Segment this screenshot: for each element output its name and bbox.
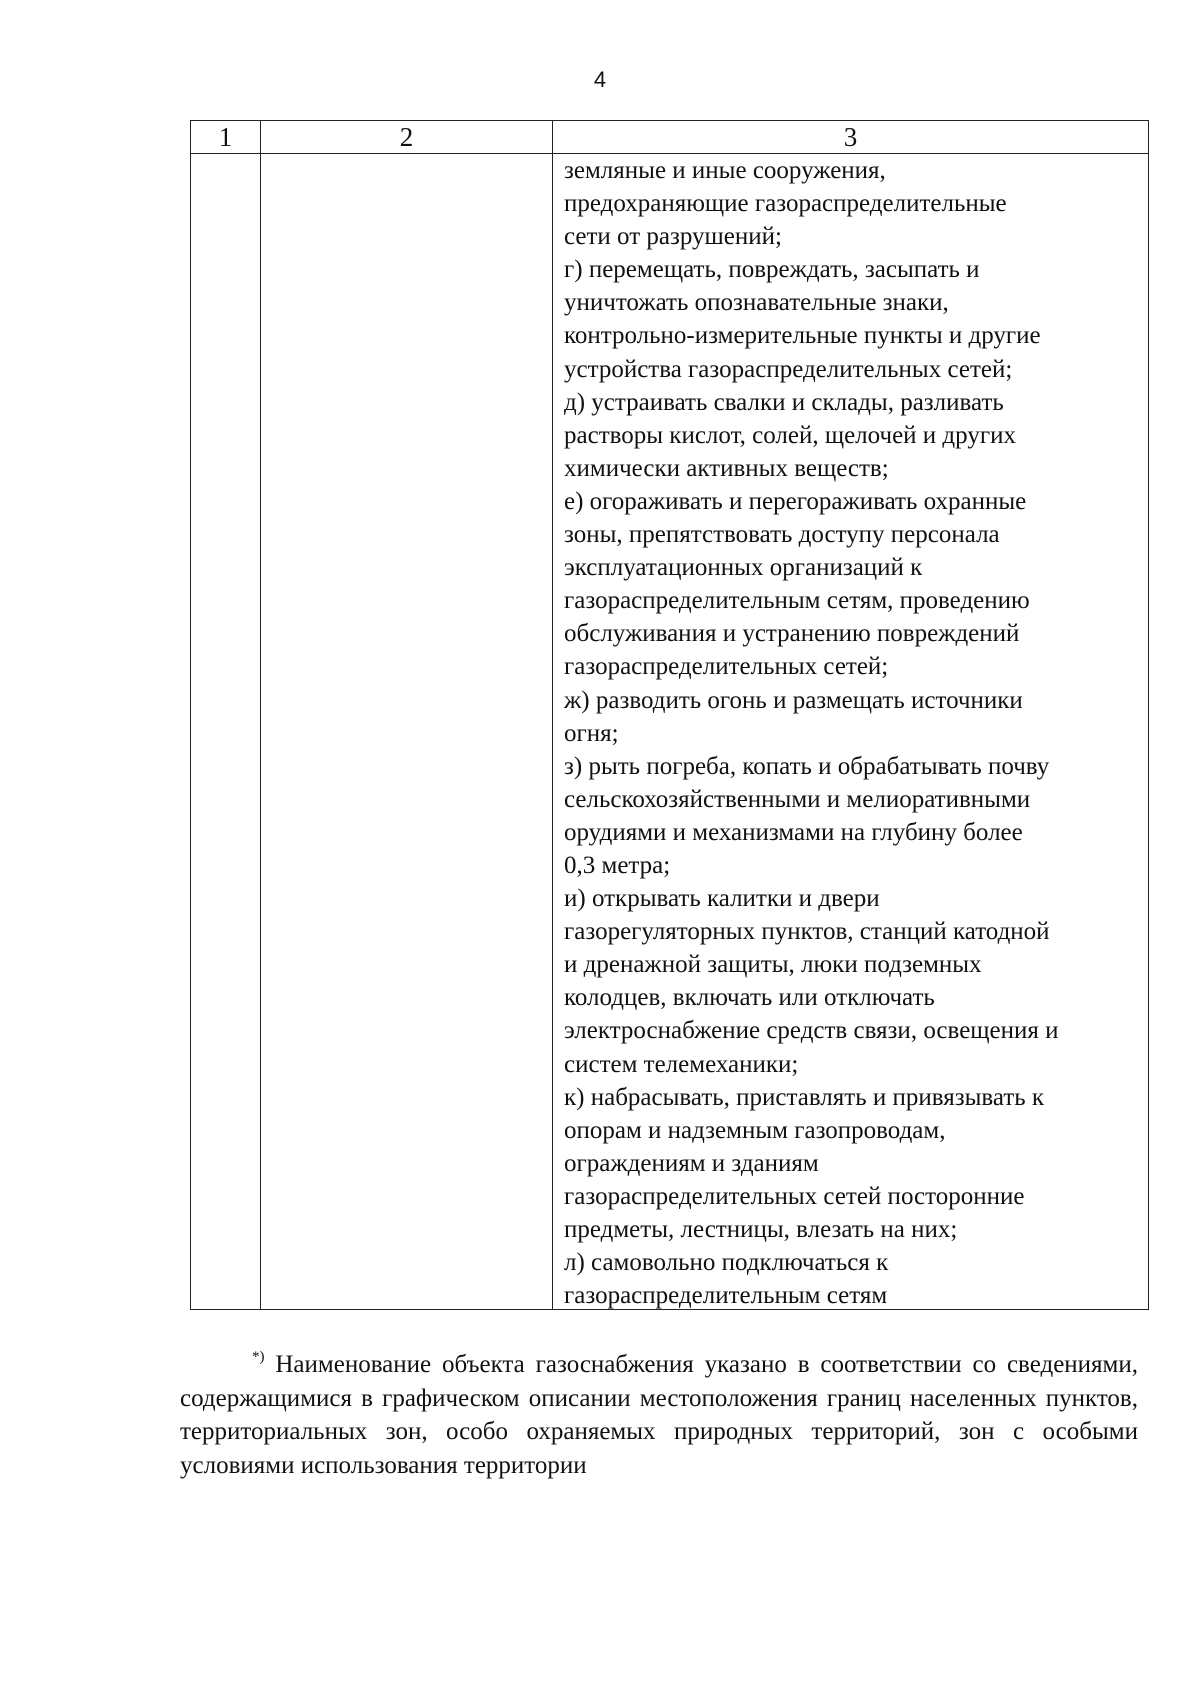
restriction-line: д) устраивать свалки и склады, разливать — [564, 388, 1004, 416]
restriction-line: растворы кислот, солей, щелочей и других — [564, 421, 1016, 449]
restriction-line: электроснабжение средств связи, освещения и — [564, 1017, 1059, 1045]
restriction-line: огня; — [564, 719, 619, 747]
restriction-line: з) рыть погреба, копать и обрабатывать почву — [564, 752, 1050, 780]
restriction-line: эксплуатационных организаций к — [564, 554, 923, 582]
restriction-line: уничтожать опознавательные знаки, — [564, 289, 949, 317]
restriction-line: сети от разрушений; — [564, 223, 782, 251]
header-col-1: 1 — [191, 121, 261, 154]
restrictions-text — [553, 154, 1148, 1309]
cell-col-2 — [261, 154, 553, 1310]
restriction-line: контрольно-измерительные пункты и другие — [564, 322, 1041, 350]
restriction-line: газораспределительным сетям — [564, 1282, 888, 1310]
restriction-line: и) открывать калитки и двери — [564, 885, 880, 913]
restriction-line: газораспределительным сетям, проведению — [564, 587, 1030, 615]
restriction-line: е) огораживать и перегораживать охранные — [564, 487, 1027, 515]
restrictions-table — [190, 120, 1149, 1310]
restriction-line: г) перемещать, повреждать, засыпать и — [564, 256, 980, 284]
restriction-line: предохраняющие газораспределительные — [564, 190, 1007, 218]
header-row — [191, 121, 1149, 154]
footnote-marker: *) — [252, 1348, 265, 1365]
restriction-line: обслуживания и устранению повреждений — [564, 620, 1020, 648]
restriction-line: сельскохозяйственными и мелиоративными — [564, 785, 1031, 813]
restriction-line: газораспределительных сетей посторонние — [564, 1182, 1025, 1210]
table-body — [191, 154, 1149, 1310]
restriction-line: ограждениям и зданиям — [564, 1149, 819, 1177]
restriction-line: газорегуляторных пунктов, станций катодной — [564, 918, 1050, 946]
cell-col-1 — [191, 154, 261, 1310]
footnote-text: Наименование объекта газоснабжения указано в соответствии со сведениями, содержащимися в графическом описании местоположения границ населенных пунктов, территориальных зон, особо охраняемых природных территорий, зон с особыми условиями использования территории — [180, 1351, 1139, 1479]
restriction-line: газораспределительных сетей; — [564, 653, 889, 681]
table-header — [191, 121, 1149, 154]
restriction-line: ж) разводить огонь и размещать источники — [564, 686, 1023, 714]
restriction-line: опорам и надземным газопроводам, — [564, 1116, 946, 1144]
restriction-line: л) самовольно подключаться к — [564, 1249, 889, 1277]
page-number: 4 — [593, 67, 607, 92]
restriction-line: систем телемеханики; — [564, 1050, 799, 1078]
restriction-line: земляные и иные сооружения, — [564, 157, 886, 184]
restriction-line: к) набрасывать, приставлять и привязывать к — [564, 1083, 1045, 1111]
restriction-line: зоны, препятствовать доступу персонала — [564, 521, 1000, 549]
restriction-line: предметы, лестницы, влезать на них; — [564, 1216, 958, 1243]
restriction-line: химически активных веществ; — [564, 454, 889, 482]
cell-col-3 — [553, 154, 1149, 1310]
restriction-line: устройства газораспределительных сетей; — [564, 355, 1013, 383]
restriction-line: и дренажной защиты, люки подземных — [564, 951, 982, 979]
table-row — [191, 154, 1149, 1310]
restriction-line: 0,3 метра; — [564, 851, 671, 879]
footnote — [180, 1348, 1138, 1482]
header-col-2: 2 — [261, 121, 553, 154]
header-col-3: 3 — [553, 121, 1149, 154]
restriction-line: орудиями и механизмами на глубину более — [564, 818, 1023, 846]
restriction-line: колодцев, включать или отключать — [564, 984, 935, 1012]
